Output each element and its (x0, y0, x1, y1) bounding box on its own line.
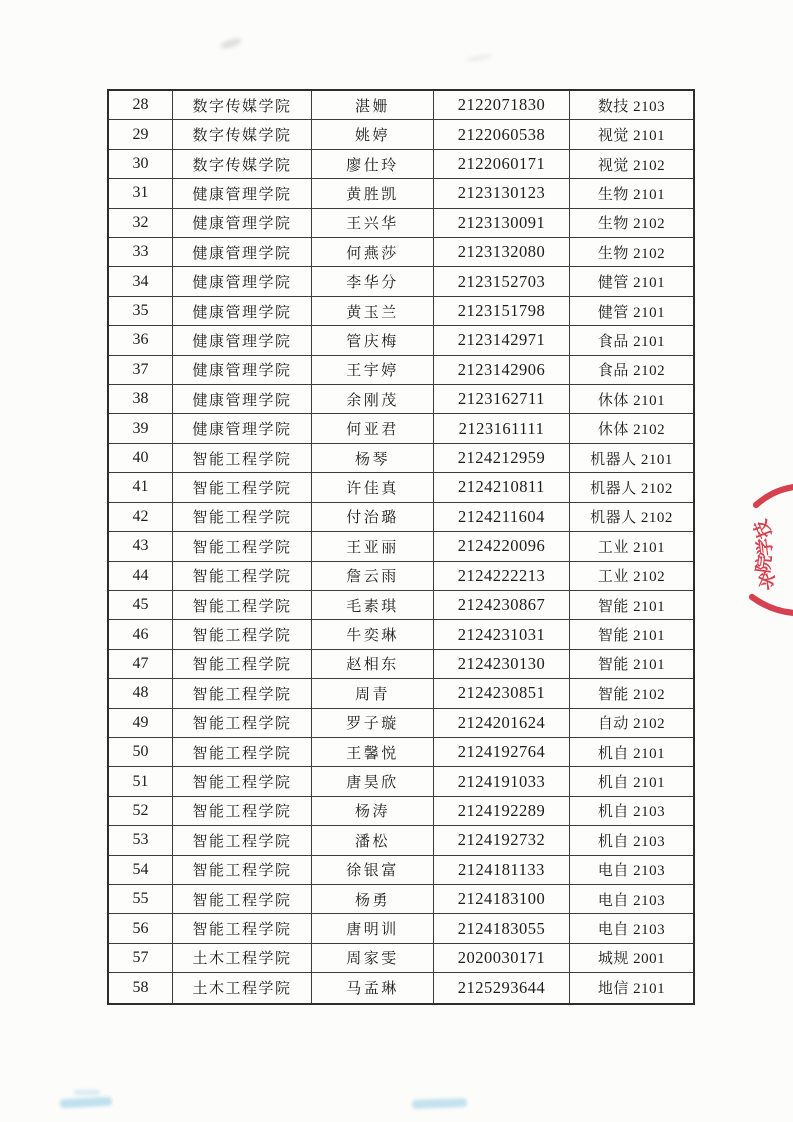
seal-ring-arc-bottom (752, 597, 793, 613)
table-cell-name: 赵相东 (312, 650, 434, 679)
table-cell-name: 王馨悦 (312, 738, 434, 767)
table-cell-student_id: 2123142906 (434, 356, 570, 385)
table-cell-student_id: 2122071830 (434, 91, 570, 120)
table-cell-class: 视觉 2101 (570, 120, 693, 149)
table-cell-college: 智能工程学院 (173, 473, 312, 502)
table-cell-no: 56 (109, 914, 173, 943)
table-cell-college: 健康管理学院 (173, 179, 312, 208)
table-cell-name: 管庆梅 (312, 326, 434, 355)
table-cell-name: 唐明训 (312, 914, 434, 943)
scan-artifact-bleedthrough (60, 1097, 112, 1109)
table-cell-college: 数字传媒学院 (173, 150, 312, 179)
table-cell-class: 机器人 2102 (570, 503, 693, 532)
table-cell-student_id: 2123130091 (434, 209, 570, 238)
table-cell-no: 50 (109, 738, 173, 767)
table-cell-college: 智能工程学院 (173, 620, 312, 649)
table-cell-class: 机自 2103 (570, 797, 693, 826)
table-cell-class: 健管 2101 (570, 297, 693, 326)
table-cell-name: 湛姗 (312, 91, 434, 120)
table-cell-student_id: 2124201624 (434, 709, 570, 738)
table-cell-no: 51 (109, 767, 173, 796)
table-cell-class: 视觉 2102 (570, 150, 693, 179)
table-cell-name: 廖仕玲 (312, 150, 434, 179)
table-cell-no: 34 (109, 267, 173, 296)
table-cell-student_id: 2124192289 (434, 797, 570, 826)
table-cell-name: 杨勇 (312, 885, 434, 914)
table-cell-class: 休体 2101 (570, 385, 693, 414)
table-cell-no: 41 (109, 473, 173, 502)
table-cell-class: 数技 2103 (570, 91, 693, 120)
table-cell-student_id: 2124230867 (434, 591, 570, 620)
table-cell-student_id: 2124181133 (434, 856, 570, 885)
table-cell-class: 机自 2103 (570, 826, 693, 855)
table-cell-college: 智能工程学院 (173, 767, 312, 796)
table-cell-no: 42 (109, 503, 173, 532)
scan-artifact-bleedthrough (412, 1098, 467, 1109)
table-cell-college: 健康管理学院 (173, 209, 312, 238)
table-cell-college: 健康管理学院 (173, 297, 312, 326)
table-cell-class: 智能 2101 (570, 650, 693, 679)
table-cell-no: 53 (109, 826, 173, 855)
table-cell-no: 45 (109, 591, 173, 620)
table-cell-name: 李华分 (312, 267, 434, 296)
table-cell-college: 智能工程学院 (173, 826, 312, 855)
table-cell-student_id: 2125293644 (434, 973, 570, 1002)
table-cell-name: 王亚丽 (312, 532, 434, 561)
table-cell-college: 智能工程学院 (173, 650, 312, 679)
table-cell-name: 周家雯 (312, 944, 434, 973)
table-cell-student_id: 2124220096 (434, 532, 570, 561)
table-cell-class: 生物 2102 (570, 238, 693, 267)
seal-character: 院 (752, 553, 776, 575)
seal-ring-arc-top (756, 487, 793, 505)
student-roster-table (107, 89, 695, 1005)
table-cell-class: 智能 2101 (570, 591, 693, 620)
table-cell-no: 30 (109, 150, 173, 179)
table-cell-student_id: 2123132080 (434, 238, 570, 267)
table-cell-no: 48 (109, 679, 173, 708)
table-cell-no: 46 (109, 620, 173, 649)
table-cell-no: 52 (109, 797, 173, 826)
table-cell-class: 智能 2101 (570, 620, 693, 649)
table-cell-class: 机器人 2101 (570, 444, 693, 473)
table-cell-student_id: 2124222213 (434, 562, 570, 591)
table-cell-no: 31 (109, 179, 173, 208)
table-cell-name: 杨涛 (312, 797, 434, 826)
table-cell-name: 许佳真 (312, 473, 434, 502)
table-cell-college: 健康管理学院 (173, 414, 312, 443)
table-cell-college: 智能工程学院 (173, 562, 312, 591)
table-cell-college: 健康管理学院 (173, 326, 312, 355)
table-cell-no: 44 (109, 562, 173, 591)
table-cell-no: 55 (109, 885, 173, 914)
table-cell-college: 智能工程学院 (173, 503, 312, 532)
table-cell-name: 杨琴 (312, 444, 434, 473)
table-cell-college: 数字传媒学院 (173, 91, 312, 120)
official-seal-stamp (745, 483, 793, 623)
table-cell-college: 智能工程学院 (173, 679, 312, 708)
table-cell-class: 生物 2101 (570, 179, 693, 208)
table-cell-college: 健康管理学院 (173, 356, 312, 385)
table-cell-no: 37 (109, 356, 173, 385)
table-cell-no: 32 (109, 209, 173, 238)
table-cell-student_id: 2123162711 (434, 385, 570, 414)
table-cell-college: 智能工程学院 (173, 444, 312, 473)
table-cell-college: 数字传媒学院 (173, 120, 312, 149)
table-cell-student_id: 2124230130 (434, 650, 570, 679)
table-cell-no: 43 (109, 532, 173, 561)
table-cell-college: 智能工程学院 (173, 885, 312, 914)
table-cell-class: 城规 2001 (570, 944, 693, 973)
table-cell-student_id: 2123130123 (434, 179, 570, 208)
table-cell-student_id: 2124211604 (434, 503, 570, 532)
seal-character: 学 (753, 536, 777, 558)
table-cell-name: 詹云雨 (312, 562, 434, 591)
table-cell-no: 54 (109, 856, 173, 885)
table-cell-class: 机自 2101 (570, 767, 693, 796)
table-cell-college: 健康管理学院 (173, 385, 312, 414)
table-cell-class: 食品 2101 (570, 326, 693, 355)
table-cell-class: 电自 2103 (570, 885, 693, 914)
table-cell-college: 智能工程学院 (173, 738, 312, 767)
table-cell-college: 土木工程学院 (173, 973, 312, 1002)
table-cell-name: 余刚茂 (312, 385, 434, 414)
table-cell-student_id: 2124183055 (434, 914, 570, 943)
table-cell-class: 食品 2102 (570, 356, 693, 385)
table-cell-no: 35 (109, 297, 173, 326)
table-cell-name: 何燕莎 (312, 238, 434, 267)
table-cell-name: 马孟琳 (312, 973, 434, 1002)
table-cell-name: 罗子璇 (312, 709, 434, 738)
table-cell-name: 潘松 (312, 826, 434, 855)
table-cell-student_id: 2124192764 (434, 738, 570, 767)
table-cell-student_id: 2020030171 (434, 944, 570, 973)
table-cell-name: 徐银富 (312, 856, 434, 885)
table-cell-name: 王宇婷 (312, 356, 434, 385)
table-cell-college: 土木工程学院 (173, 944, 312, 973)
table-cell-class: 地信 2101 (597, 981, 666, 998)
table-cell-student_id: 2122060171 (434, 150, 570, 179)
table-cell-name: 毛素琪 (312, 591, 434, 620)
table-cell-student_id: 2123142971 (434, 326, 570, 355)
table-cell-no: 33 (109, 238, 173, 267)
table-cell-name: 黄玉兰 (312, 297, 434, 326)
table-cell-student_id: 2124231031 (434, 620, 570, 649)
table-cell-student_id: 2122060538 (434, 120, 570, 149)
table-cell-name: 唐昊欣 (312, 767, 434, 796)
table-cell-student_id: 2124230851 (434, 679, 570, 708)
table-cell-class: 机器人 2102 (570, 473, 693, 502)
table-cell-college: 智能工程学院 (173, 856, 312, 885)
table-cell-student_id: 2124191033 (434, 767, 570, 796)
table-cell-class: 自动 2102 (570, 709, 693, 738)
table-cell-name: 付治璐 (312, 503, 434, 532)
table-cell-class: 工业 2101 (570, 532, 693, 561)
table-cell-class: 工业 2102 (570, 562, 693, 591)
table-cell-name: 姚婷 (312, 120, 434, 149)
seal-character: 技 (750, 516, 776, 542)
table-cell-student_id: 2124210811 (434, 473, 570, 502)
table-cell-college: 智能工程学院 (173, 914, 312, 943)
scan-artifact-smudge (466, 54, 492, 62)
table-cell-name: 黄胜凯 (312, 179, 434, 208)
table-cell-class: 健管 2101 (570, 267, 693, 296)
table-cell-class: 电自 2103 (570, 914, 693, 943)
table-cell-college: 智能工程学院 (173, 709, 312, 738)
table-cell-college: 智能工程学院 (173, 532, 312, 561)
scan-artifact-bleedthrough (74, 1090, 100, 1095)
table-cell-class: 生物 2102 (570, 209, 693, 238)
seal-character: 求 (754, 568, 780, 594)
table-cell-no: 58 (109, 973, 173, 1002)
table-cell-college: 健康管理学院 (173, 238, 312, 267)
table-cell-name: 牛奕琳 (312, 620, 434, 649)
table-cell-class: 电自 2103 (570, 856, 693, 885)
table-cell-no: 39 (109, 414, 173, 443)
table-cell-name: 何亚君 (312, 414, 434, 443)
table-cell-name: 王兴华 (312, 209, 434, 238)
table-cell-class: 智能 2102 (570, 679, 693, 708)
table-cell-college: 健康管理学院 (173, 267, 312, 296)
table-cell-college: 智能工程学院 (173, 591, 312, 620)
table-cell-class: 机自 2101 (570, 738, 693, 767)
table-cell-no: 40 (109, 444, 173, 473)
scan-artifact-smudge (219, 37, 242, 50)
table-cell-no: 28 (109, 91, 173, 120)
table-cell-college: 智能工程学院 (173, 797, 312, 826)
table-cell-student_id: 2123151798 (434, 297, 570, 326)
table-cell-no: 47 (109, 650, 173, 679)
table-cell-student_id: 2124183100 (434, 885, 570, 914)
table-cell-no: 29 (109, 120, 173, 149)
table-cell-no: 57 (109, 944, 173, 973)
table-cell-class: 休体 2102 (570, 414, 693, 443)
table-cell-no: 36 (109, 326, 173, 355)
table-cell-name: 周青 (312, 679, 434, 708)
table-cell-student_id: 2124192732 (434, 826, 570, 855)
table-cell-student_id: 2124212959 (434, 444, 570, 473)
table-cell-no: 38 (109, 385, 173, 414)
table-cell-no: 49 (109, 709, 173, 738)
table-cell-student_id: 2123152703 (434, 267, 570, 296)
table-cell-student_id: 2123161111 (434, 414, 570, 443)
